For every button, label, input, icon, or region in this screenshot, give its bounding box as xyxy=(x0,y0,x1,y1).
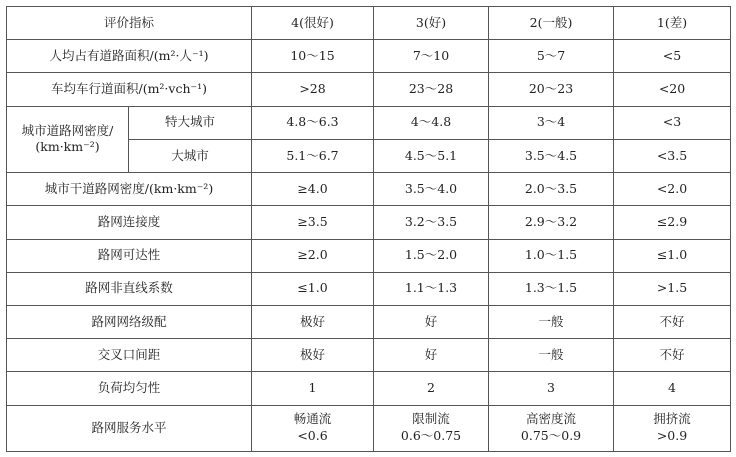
header-row xyxy=(7,7,731,40)
row-label: 交叉口间距 xyxy=(7,339,252,372)
cell: 3 xyxy=(489,372,614,405)
cell: 10～15 xyxy=(252,40,374,73)
cell: ≥3.5 xyxy=(252,206,374,239)
row-label: 路网非直线系数 xyxy=(7,272,252,305)
cell-line-1: 拥挤流 xyxy=(653,411,691,427)
cell: 一般 xyxy=(489,305,614,338)
header-grade-4: 4(很好) xyxy=(252,7,374,40)
cell: 不好 xyxy=(614,305,731,338)
cell: <3.5 xyxy=(614,139,731,172)
cell: 4 xyxy=(614,372,731,405)
cell-line-2: <0.6 xyxy=(297,428,328,444)
cell: 7～10 xyxy=(374,40,489,73)
table-row xyxy=(7,106,731,139)
cell: ≤2.9 xyxy=(614,206,731,239)
header-indicator: 评价指标 xyxy=(7,7,252,40)
row-label: 路网网络级配 xyxy=(7,305,252,338)
table-row xyxy=(7,372,731,405)
cell: ≥4.0 xyxy=(252,173,374,206)
row-label: 路网连接度 xyxy=(7,206,252,239)
evaluation-table xyxy=(6,6,731,452)
cell: <3 xyxy=(614,106,731,139)
cell: 好 xyxy=(374,339,489,372)
cell: <20 xyxy=(614,73,731,106)
cell: 5～7 xyxy=(489,40,614,73)
group-label-line-2: (km·km⁻²) xyxy=(35,139,100,155)
cell xyxy=(252,405,374,451)
cell: >28 xyxy=(252,73,374,106)
header-grade-3: 3(好) xyxy=(374,7,489,40)
table-row xyxy=(7,206,731,239)
cell: 23～28 xyxy=(374,73,489,106)
cell: 3.5～4.0 xyxy=(374,173,489,206)
cell: 2.0～3.5 xyxy=(489,173,614,206)
cell: ≥2.0 xyxy=(252,239,374,272)
cell: 5.1～6.7 xyxy=(252,139,374,172)
cell-line-1: 高密度流 xyxy=(526,411,577,427)
group-label-line-1: 城市道路网密度/ xyxy=(21,122,114,138)
table-row xyxy=(7,73,731,106)
cell: 2.9～3.2 xyxy=(489,206,614,239)
cell: ≤1.0 xyxy=(614,239,731,272)
row-label: 负荷均匀性 xyxy=(7,372,252,405)
table-row xyxy=(7,339,731,372)
cell: 一般 xyxy=(489,339,614,372)
cell xyxy=(489,405,614,451)
cell: 4～4.8 xyxy=(374,106,489,139)
row-label: 城市干道路网密度/(km·km⁻²) xyxy=(7,173,252,206)
cell-line-1: 限制流 xyxy=(412,411,450,427)
cell: 4.5～5.1 xyxy=(374,139,489,172)
group-label xyxy=(7,106,129,172)
row-label: 车均车行道面积/(m²·vch⁻¹) xyxy=(7,73,252,106)
cell: 3.2～3.5 xyxy=(374,206,489,239)
cell: <5 xyxy=(614,40,731,73)
cell: 3.5～4.5 xyxy=(489,139,614,172)
table-row xyxy=(7,173,731,206)
row-label: 人均占有道路面积/(m²·人⁻¹) xyxy=(7,40,252,73)
cell-line-2: 0.75～0.9 xyxy=(520,428,582,444)
row-label: 路网可达性 xyxy=(7,239,252,272)
cell-line-2: 0.6～0.75 xyxy=(400,428,462,444)
cell: <2.0 xyxy=(614,173,731,206)
cell: ≤1.0 xyxy=(252,272,374,305)
header-grade-1: 1(差) xyxy=(614,7,731,40)
cell-line-1: 畅通流 xyxy=(293,411,332,427)
cell: 1 xyxy=(252,372,374,405)
table-row xyxy=(7,40,731,73)
cell xyxy=(614,405,731,451)
cell-line-2: >0.9 xyxy=(656,428,688,444)
cell: 极好 xyxy=(252,305,374,338)
cell: 1.3～1.5 xyxy=(489,272,614,305)
table-row xyxy=(7,239,731,272)
cell: 1.5～2.0 xyxy=(374,239,489,272)
cell: 2 xyxy=(374,372,489,405)
table-row xyxy=(7,305,731,338)
table-row xyxy=(7,405,731,451)
row-label: 路网服务水平 xyxy=(7,405,252,451)
cell: 20～23 xyxy=(489,73,614,106)
cell: 4.8～6.3 xyxy=(252,106,374,139)
cell: 不好 xyxy=(614,339,731,372)
cell: 好 xyxy=(374,305,489,338)
cell: 极好 xyxy=(252,339,374,372)
table-row xyxy=(7,272,731,305)
cell: 1.0～1.5 xyxy=(489,239,614,272)
cell: >1.5 xyxy=(614,272,731,305)
header-grade-2: 2(一般) xyxy=(489,7,614,40)
cell: 1.1～1.3 xyxy=(374,272,489,305)
sub-label: 大城市 xyxy=(129,139,252,172)
cell: 3～4 xyxy=(489,106,614,139)
cell xyxy=(374,405,489,451)
sub-label: 特大城市 xyxy=(129,106,252,139)
